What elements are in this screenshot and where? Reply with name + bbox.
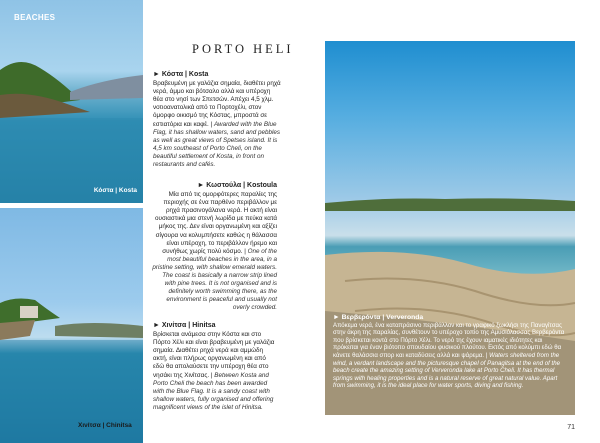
entry-greek-text: Μία από τις ομορφότερες παραλίες της περιοχής σε ένα παρθένο περιβάλλον με ρηχά πρασινογάλανα νερά. Η ακτή είναι ουσιαστικά μια στενή λωρίδα με πεύκα κατά μήκος της. Δεν είναι οργανωμένη και αξίζει σίγουρα να κολυμπήσετε καθώς η θάλασσα είναι υπέροχη, το περιβάλλον ήρεμο και συνήθως χωρίς πολύ κόσμο.	[155, 191, 277, 255]
photo-kosta-beach	[0, 0, 143, 203]
entry-heading: ► Κωστούλα | Kostoula	[197, 182, 277, 189]
feature-english-text: Waters sheltered from the wind, a verdant landscape and the picturesque chapel of Panagitsa at the end of the beach create the amazing setting of Ververonda lake at Porto Cheli. It has thermal springs with healing properties and is a natural reserve of great natural value. Apart from swimming, it is the ideal place for water sports, diving and fishing.	[333, 351, 560, 390]
entry-kosta: ► Κόστα | Kosta Βραβευμένη με γαλάζια σημαία, διαθέτει ρηχά νερά, άμμο και βότσαλο αλλά και υπέροχη θέα στο νησί των Σπετσών. Απέχει 4,5 χλμ. νοτιοανατολικά από το Πορτοχέλι, στον όμορφο οικισμό της Κόστας, μπροστά σε εστιατόρια και καφέ. | Awarded with the Blue Flag, it has shallow waters, sand and pebbles as well as great views of Spetses island. It is 4,5 km southeast of Porto Cheli, on the beautiful settlement of Kosta, in front on restaurants and cafés.	[153, 71, 281, 169]
feature-greek-text: Απόκεμα νερά, ένα καταπράσινο περιβάλλον και το γραφικό ξωκλήσι της Παναγίτσας στην άκρη της παραλίας, συνθέτουν το υπέροχο τοπίο της Αμυσιόλασσας Βερβερόντα που βρίσκεται κοντά στο Πόρτο Χέλι. Το νερό της έχουν ιαματικές ιδιότητες και πρόκειται για έναν βιότοπο σπουδαίου φυσικού πλούτου. Εκτός από κολύμπι εδώ θα κάνετε θαλάσσια σπορ και καταδύσεις αλλά και ψάρεμα.	[333, 321, 565, 359]
page-number: 71	[567, 424, 575, 431]
section-label: BEACHES	[14, 13, 56, 22]
entry-greek-text: Βρίσκεται ανάμεσα στην Κόστα και στο Πόρτο Χέλι και είναι βραβευμένη με γαλάζια σημαία. Διαθέτει ρηχά νερά και αμμώδη ακτή, είναι πλήρως οργανωμένη και από εδώ θα απολαύσετε την υπέροχη θέα στο νησάκι της Χινίτσας.	[153, 331, 275, 379]
entry-hinitsa: ► Χινίτσα | Hinitsa Βρίσκεται ανάμεσα στην Κόστα και στο Πόρτο Χέλι και είναι βραβευμένη με γαλάζια σημαία. Διαθέτει ρηχά νερά και αμμώδη ακτή, είναι πλήρως οργανωμένη και από εδώ θα απολαύσετε την υπέροχη θέα στο νησάκι της Χινίτσας. | Between Kosta and Porto Cheli the beach has been awarded with the Blue Flag. It is a sandy coast with shallow waters, fully organised and offering magnificent views of the islet of Hinitsa.	[153, 322, 277, 412]
entry-english-text: Between Kosta and Porto Cheli the beach has been awarded with the Blue Flag. It is a sandy coast with shallow waters, fully organised and offering magnificent views of the islet of Hinitsa.	[153, 371, 274, 411]
feature-heading: ► Βερβερόντα | Ververonda	[333, 314, 424, 321]
entry-heading: ► Κόστα | Kosta	[153, 71, 209, 78]
entry-kostoula: ► Κωστούλα | Kostoula Μία από τις ομορφότερες παραλίες της περιοχής σε ένα παρθένο περιβάλλον με ρηχά πρασινογάλανα νερά. Η ακτή είναι ουσιαστικά μια στενή λωρίδα με πεύκα κατά μήκος της. Δεν είναι οργανωμένη και αξίζει σίγουρα να κολυμπήσετε καθώς η θάλασσα είναι υπέροχη, το περιβάλλον ήρεμο και συνήθως χωρίς πολύ κόσμο. | One of the most beautiful beaches in the area, in a pristine setting, with shallow emerald waters. The coast is basically a narrow strip lined with pine trees. It is not organised and is definitely worth swimming there, as the environment is peaceful and usually not overly crowded.	[150, 182, 277, 313]
photo-caption-chinitsa: Χινίτσα | Chinitsa	[78, 422, 132, 429]
entry-english-text: Awarded with the Blue Flag, it has shallow waters, sand and pebbles as well as great views of Spetses island. It is 4,5 km southeast of Porto Cheli, on the beautiful settlement of Kosta, in front on restaurants and cafés.	[153, 120, 281, 169]
page-title: PORTO HELI	[192, 42, 294, 56]
entry-greek-text: Βραβευμένη με γαλάζια σημαία, διαθέτει ρηχά νερά, άμμο και βότσαλο αλλά και υπέροχη θέα στο νησί των Σπετσών. Απέχει 4,5 χλμ. νοτιοανατολικά από το Πορτοχέλι, στον όμορφο οικισμό της Κόστας, μπροστά σε εστιατόρια και καφέ.	[153, 80, 281, 128]
photo-caption-kosta: Κόστα | Kosta	[93, 187, 137, 194]
kosta-landscape-image	[0, 0, 143, 203]
chinitsa-landscape-image	[0, 208, 143, 443]
entry-english-text: One of the most beautiful beaches in the area, in a pristine setting, with shallow emerald waters. The coast is basically a narrow strip lined with pine trees. It is not organised and is definitely worth swimming there, as the environment is peaceful and usually not overly crowded.	[152, 247, 277, 312]
feature-ververonda-text: ► Βερβερόντα | Ververonda Απόκεμα νερά, ένα καταπράσινο περιβάλλον και το γραφικό ξωκλήσι της Παναγίτσας στην άκρη της παραλίας, συνθέτουν το υπέροχο τοπίο της Αμυσιόλασσας Βερβερόντα που βρίσκεται κοντά στο Πόρτο Χέλι. Το νερό της έχουν ιαματικές ιδιότητες και πρόκειται για έναν βιότοπο σπουδαίου φυσικού πλούτου. Εκτός από κολύμπι εδώ θα κάνετε θαλάσσια σπορ και καταδύσεις αλλά και ψάρεμα. | Waters sheltered from the wind, a verdant landscape and the picturesque chapel of Panagitsa at the end of the beach create the amazing setting of Ververonda lake at Porto Cheli. It has thermal springs with healing properties and is a natural reserve of great natural value. Apart from swimming, it is the ideal place for water sports, diving and fishing.	[333, 314, 569, 390]
photo-chinitsa-beach	[0, 208, 143, 443]
entry-heading: ► Χινίτσα | Hinitsa	[153, 322, 216, 329]
